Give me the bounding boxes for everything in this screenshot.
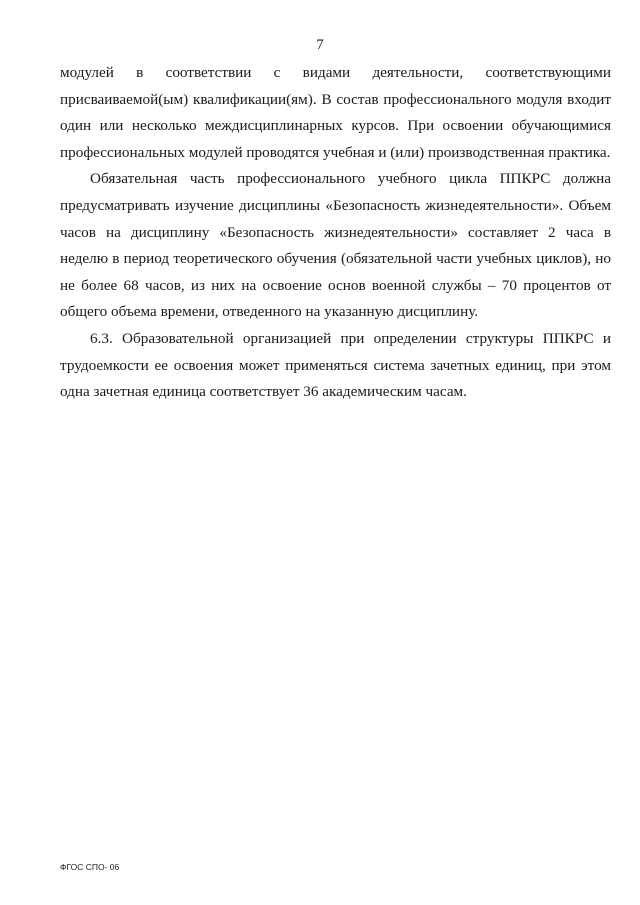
- paragraph-credit-units: 6.3. Образовательной организацией при определении структуры ППКРС и трудоемкости ее освоения может применяться система зачетных единиц, при этом одна зачетная единица соответствует 36 академическим часам.: [60, 329, 611, 401]
- page-number: 7: [316, 37, 324, 53]
- paragraph-mandatory-part: Обязательная часть профессионального учебного цикла ППКРС должна предусматривать изучение дисциплины «Безопасность жизнедеятельности». Объем часов на дисциплину «Безопасность жизнедеятельности» составляет 2 часа в неделю в период теоретического обучения (обязательной части учебных циклов), но не более 68 часов, из них на освоение основ военной службы – 70 процентов от общего объема времени, отведенного на указанную дисциплину.: [60, 170, 611, 321]
- document-body: [60, 60, 611, 406]
- paragraph-continuation: модулей в соответствии с видами деятельности, соответствующими присваиваемой(ым) квалификации(ям). В состав профессионального модуля входит один или несколько междисциплинарных курсов. При освоении обучающимися профессиональных модулей проводятся учебная и (или) производственная практика.: [60, 64, 611, 161]
- footer-document-code: ФГОС СПО- 06: [60, 862, 120, 872]
